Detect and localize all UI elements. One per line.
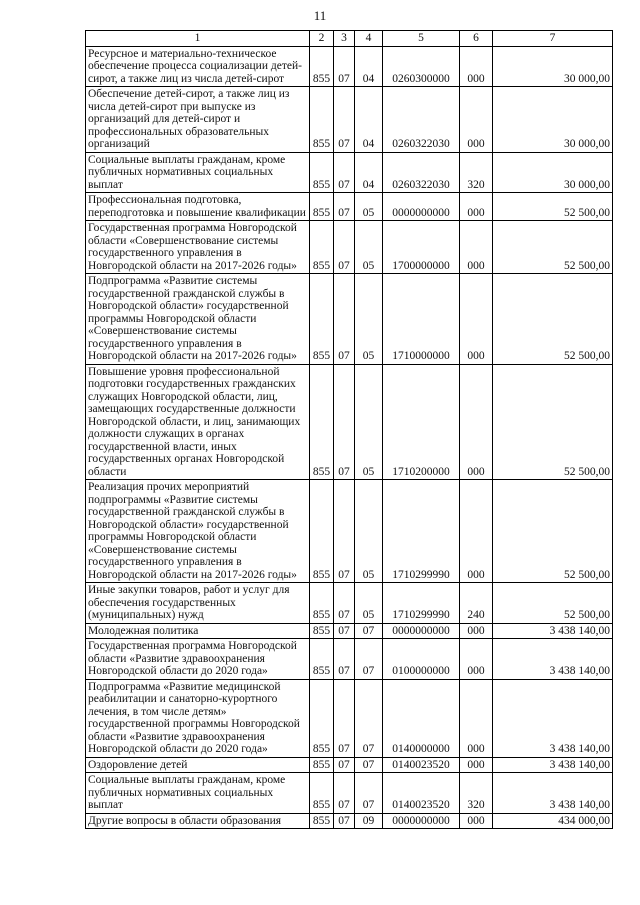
subsection-code: 04: [355, 87, 383, 153]
target-article-code: 0260322030: [383, 152, 460, 193]
expense-type-code: 000: [460, 480, 493, 583]
row-name: Ресурсное и материально-техническое обеспечение процесса социализации детей-сирот, а также лиц из числа детей-сирот: [86, 46, 310, 87]
row-name: Государственная программа Новгородской области «Совершенствование системы государственного управления в Новгородской области на 2017-2026 годы»: [86, 221, 310, 274]
header-cell: 7: [493, 31, 613, 47]
expense-type-code: 000: [460, 623, 493, 639]
header-row: [86, 31, 613, 47]
expense-type-code: 000: [460, 757, 493, 773]
section-code: 07: [334, 193, 355, 221]
header-cell: 1: [86, 31, 310, 47]
ministry-code: 855: [310, 757, 334, 773]
ministry-code: 855: [310, 480, 334, 583]
amount: 52 500,00: [493, 480, 613, 583]
target-article-code: 0260322030: [383, 87, 460, 153]
table-row: [86, 639, 613, 680]
amount: 3 438 140,00: [493, 679, 613, 757]
table-row: [86, 274, 613, 365]
amount: 3 438 140,00: [493, 757, 613, 773]
expense-type-code: 000: [460, 87, 493, 153]
expense-type-code: 000: [460, 193, 493, 221]
amount: 52 500,00: [493, 583, 613, 624]
ministry-code: 855: [310, 364, 334, 480]
target-article-code: 0000000000: [383, 623, 460, 639]
ministry-code: 855: [310, 193, 334, 221]
subsection-code: 04: [355, 152, 383, 193]
amount: 52 500,00: [493, 364, 613, 480]
table-row: [86, 46, 613, 87]
ministry-code: 855: [310, 813, 334, 829]
target-article-code: 0000000000: [383, 813, 460, 829]
ministry-code: 855: [310, 583, 334, 624]
ministry-code: 855: [310, 87, 334, 153]
header-cell: 3: [334, 31, 355, 47]
row-name: Иные закупки товаров, работ и услуг для обеспечения государственных (муниципальных) нужд: [86, 583, 310, 624]
table-row: [86, 152, 613, 193]
header-cell: 2: [310, 31, 334, 47]
table-row: [86, 813, 613, 829]
table-body: [86, 46, 613, 829]
subsection-code: 05: [355, 274, 383, 365]
section-code: 07: [334, 773, 355, 814]
expense-type-code: 000: [460, 364, 493, 480]
target-article-code: 0260300000: [383, 46, 460, 87]
expense-type-code: 320: [460, 773, 493, 814]
subsection-code: 05: [355, 480, 383, 583]
table-row: [86, 364, 613, 480]
section-code: 07: [334, 274, 355, 365]
page-number: 11: [313, 8, 327, 23]
expense-type-code: 240: [460, 583, 493, 624]
subsection-code: 05: [355, 221, 383, 274]
row-name: Подпрограмма «Развитие медицинской реабилитации и санаторно-курортного лечения, в том числе детям» государственной программы Новгородской области «Развитие здравоохранения Новгородской области до 2020 года»: [86, 679, 310, 757]
section-code: 07: [334, 813, 355, 829]
row-name: Повышение уровня профессиональной подготовки государственных гражданских служащих Новгородской области, лиц, замещающих государственные должности Новгородской области, и лиц, занимающих должности служащих в органах государственной власти, иных государственных органах Новгородской области: [86, 364, 310, 480]
row-name: Реализация прочих мероприятий подпрограммы «Развитие системы государственной гражданской службы в Новгородской области» государственной программы Новгородской области «Совершенствование системы государственного управления в Новгородской области на 2017-2026 годы»: [86, 480, 310, 583]
target-article-code: 0000000000: [383, 193, 460, 221]
table-row: [86, 757, 613, 773]
table-row: [86, 773, 613, 814]
amount: 52 500,00: [493, 193, 613, 221]
table-row: [86, 221, 613, 274]
amount: 30 000,00: [493, 46, 613, 87]
section-code: 07: [334, 46, 355, 87]
target-article-code: 0140000000: [383, 679, 460, 757]
table-row: [86, 679, 613, 757]
expense-type-code: 000: [460, 639, 493, 680]
subsection-code: 05: [355, 364, 383, 480]
ministry-code: 855: [310, 221, 334, 274]
header-cell: 5: [383, 31, 460, 47]
target-article-code: 0100000000: [383, 639, 460, 680]
target-article-code: 1700000000: [383, 221, 460, 274]
amount: 434 000,00: [493, 813, 613, 829]
subsection-code: 05: [355, 193, 383, 221]
expense-type-code: 320: [460, 152, 493, 193]
target-article-code: 0140023520: [383, 757, 460, 773]
section-code: 07: [334, 623, 355, 639]
row-name: Молодежная политика: [86, 623, 310, 639]
subsection-code: 04: [355, 46, 383, 87]
table-row: [86, 193, 613, 221]
section-code: 07: [334, 757, 355, 773]
ministry-code: 855: [310, 152, 334, 193]
section-code: 07: [334, 480, 355, 583]
row-name: Профессиональная подготовка, переподготовка и повышение квалификации: [86, 193, 310, 221]
table-row: [86, 583, 613, 624]
ministry-code: 855: [310, 773, 334, 814]
row-name: Другие вопросы в области образования: [86, 813, 310, 829]
ministry-code: 855: [310, 639, 334, 680]
section-code: 07: [334, 87, 355, 153]
expense-type-code: 000: [460, 679, 493, 757]
row-name: Обеспечение детей-сирот, а также лиц из числа детей-сирот при выпуске из организаций для детей-сирот и профессиональных образовательных организаций: [86, 87, 310, 153]
header-cell: 6: [460, 31, 493, 47]
subsection-code: 07: [355, 623, 383, 639]
budget-table: [85, 30, 613, 829]
ministry-code: 855: [310, 274, 334, 365]
section-code: 07: [334, 221, 355, 274]
table-row: [86, 480, 613, 583]
section-code: 07: [334, 639, 355, 680]
target-article-code: 1710299990: [383, 583, 460, 624]
target-article-code: 1710200000: [383, 364, 460, 480]
subsection-code: 07: [355, 773, 383, 814]
section-code: 07: [334, 679, 355, 757]
table-row: [86, 623, 613, 639]
amount: 30 000,00: [493, 152, 613, 193]
expense-type-code: 000: [460, 274, 493, 365]
row-name: Социальные выплаты гражданам, кроме публичных нормативных социальных выплат: [86, 773, 310, 814]
section-code: 07: [334, 152, 355, 193]
subsection-code: 05: [355, 583, 383, 624]
expense-type-code: 000: [460, 46, 493, 87]
ministry-code: 855: [310, 46, 334, 87]
expense-type-code: 000: [460, 221, 493, 274]
ministry-code: 855: [310, 679, 334, 757]
amount: 52 500,00: [493, 221, 613, 274]
target-article-code: 1710000000: [383, 274, 460, 365]
section-code: 07: [334, 583, 355, 624]
table-row: [86, 87, 613, 153]
row-name: Государственная программа Новгородской области «Развитие здравоохранения Новгородской области до 2020 года»: [86, 639, 310, 680]
amount: 3 438 140,00: [493, 623, 613, 639]
row-name: Оздоровление детей: [86, 757, 310, 773]
row-name: Социальные выплаты гражданам, кроме публичных нормативных социальных выплат: [86, 152, 310, 193]
header-cell: 4: [355, 31, 383, 47]
amount: 52 500,00: [493, 274, 613, 365]
target-article-code: 0140023520: [383, 773, 460, 814]
expense-type-code: 000: [460, 813, 493, 829]
amount: 30 000,00: [493, 87, 613, 153]
subsection-code: 09: [355, 813, 383, 829]
amount: 3 438 140,00: [493, 639, 613, 680]
ministry-code: 855: [310, 623, 334, 639]
amount: 3 438 140,00: [493, 773, 613, 814]
section-code: 07: [334, 364, 355, 480]
row-name: Подпрограмма «Развитие системы государственной гражданской службы в Новгородской области» государственной программы Новгородской области «Совершенствование системы государственного управления в Новгородской области на 2017-2026 годы»: [86, 274, 310, 365]
subsection-code: 07: [355, 757, 383, 773]
subsection-code: 07: [355, 639, 383, 680]
target-article-code: 1710299990: [383, 480, 460, 583]
subsection-code: 07: [355, 679, 383, 757]
